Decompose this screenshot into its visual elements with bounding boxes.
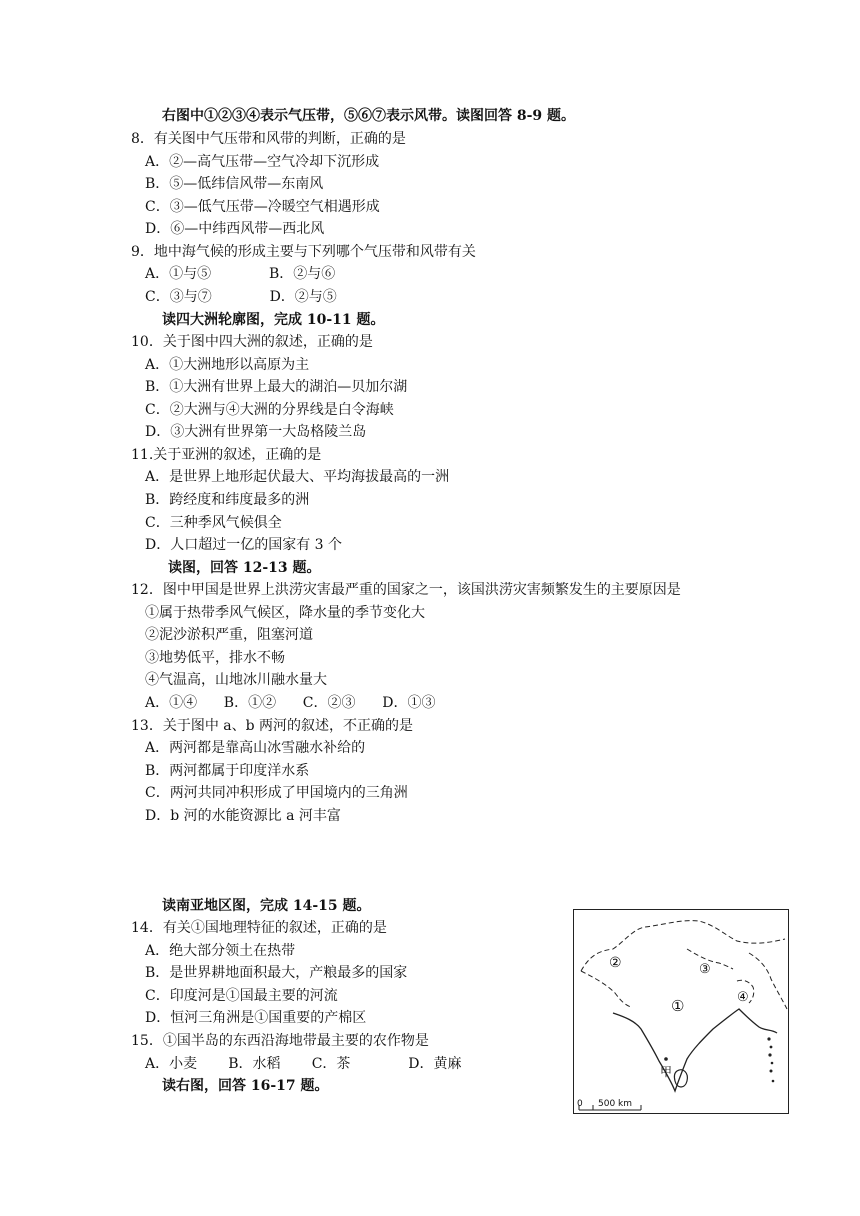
option-14c: C．印度河是①国最主要的河流 bbox=[145, 988, 338, 1004]
instruction-8-9: 右图中①②③④表示气压带，⑤⑥⑦表示风带。读图回答 8-9 题。 bbox=[162, 108, 576, 124]
option-8a: A．②—高气压带—空气冷却下沉形成 bbox=[145, 154, 380, 170]
option-10a: A．①大洲地形以高原为主 bbox=[145, 357, 310, 373]
scale-label: 500 km bbox=[598, 1099, 633, 1109]
option-8c: C．③—低气压带—冷暖空气相遇形成 bbox=[145, 199, 380, 215]
options-9cd: C．③与⑦ D．②与⑤ bbox=[145, 289, 337, 305]
question-15: 15．①国半岛的东西沿海地带最主要的农作物是 bbox=[131, 1033, 429, 1049]
option-13c: C．两河共同冲积形成了甲国境内的三角洲 bbox=[145, 785, 408, 801]
option-14a: A．绝大部分领土在热带 bbox=[145, 943, 296, 959]
question-14: 14．有关①国地理特征的叙述，正确的是 bbox=[131, 920, 387, 936]
option-11b: B．跨经度和纬度最多的洲 bbox=[145, 492, 310, 508]
instruction-12-13: 读图，回答 12-13 题。 bbox=[168, 560, 321, 576]
option-14d: D．恒河三角洲是①国重要的产棉区 bbox=[145, 1010, 367, 1026]
statement-12-3: ③地势低平，排水不畅 bbox=[145, 650, 285, 666]
statement-12-4: ④气温高，山地冰川融水量大 bbox=[145, 672, 327, 688]
question-10: 10．关于图中四大洲的叙述，正确的是 bbox=[131, 334, 373, 350]
statement-12-2: ②泥沙淤积严重，阻塞河道 bbox=[145, 627, 313, 643]
question-8: 8．有关图中气压带和风带的判断，正确的是 bbox=[131, 131, 406, 147]
question-13: 13．关于图中 a、b 两河的叙述，不正确的是 bbox=[131, 718, 414, 734]
option-13d: D．b 河的水能资源比 a 河丰富 bbox=[145, 808, 341, 824]
city-jia-dot bbox=[664, 1057, 668, 1061]
options-12: A．①④ B．①② C．②③ D．①③ bbox=[145, 695, 436, 711]
option-11a: A．是世界上地形起伏最大、平均海拔最高的一洲 bbox=[145, 469, 450, 485]
instruction-16-17: 读右图，回答 16-17 题。 bbox=[162, 1078, 329, 1094]
option-13a: A．两河都是靠高山冰雪融水补给的 bbox=[145, 740, 366, 756]
option-14b: B．是世界耕地面积最大，产粮最多的国家 bbox=[145, 965, 408, 981]
label-2: ② bbox=[609, 955, 622, 971]
options-15: A．小麦 B．水稻 C．茶 D．黄麻 bbox=[145, 1056, 462, 1072]
label-4: ④ bbox=[737, 990, 749, 1005]
options-9ab: A．①与⑤ B．②与⑥ bbox=[145, 266, 336, 282]
label-3: ③ bbox=[699, 962, 711, 977]
option-10d: D．③大洲有世界第一大岛格陵兰岛 bbox=[145, 424, 367, 440]
option-10c: C．②大洲与④大洲的分界线是白令海峡 bbox=[145, 402, 394, 418]
scale-zero: 0 bbox=[577, 1099, 583, 1109]
option-8d: D．⑥—中纬西风带—西北风 bbox=[145, 221, 325, 237]
option-11c: C．三种季风气候俱全 bbox=[145, 515, 282, 531]
question-11: 11.关于亚洲的叙述，正确的是 bbox=[131, 447, 322, 463]
option-11d: D．人口超过一亿的国家有 3 个 bbox=[145, 537, 343, 553]
label-1: ① bbox=[671, 997, 685, 1015]
option-10b: B．①大洲有世界上最大的湖泊—贝加尔湖 bbox=[145, 379, 408, 395]
question-12: 12．图中甲国是世界上洪涝灾害最严重的国家之一，该国洪涝灾害频繁发生的主要原因是 bbox=[131, 582, 681, 598]
instruction-14-15: 读南亚地区图，完成 14-15 题。 bbox=[162, 898, 371, 914]
option-13b: B．两河都属于印度洋水系 bbox=[145, 763, 310, 779]
statement-12-1: ①属于热带季风气候区，降水量的季节变化大 bbox=[145, 605, 425, 621]
south-asia-map bbox=[573, 909, 789, 1114]
instruction-10-11: 读四大洲轮廓图，完成 10-11 题。 bbox=[162, 312, 385, 328]
option-8b: B．⑤—低纬信风带—东南风 bbox=[145, 176, 324, 192]
question-9: 9．地中海气候的形成主要与下列哪个气压带和风带有关 bbox=[131, 244, 476, 260]
label-jia: 甲 bbox=[660, 1065, 673, 1079]
